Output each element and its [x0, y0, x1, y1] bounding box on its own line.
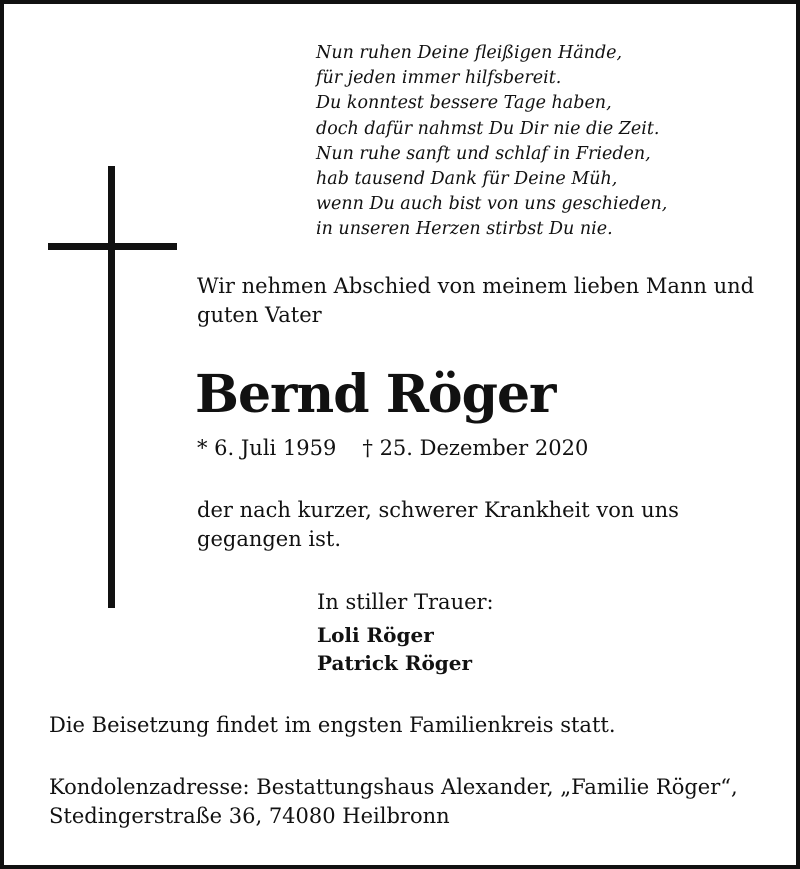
poem [316, 41, 756, 243]
birth-date: * 6. Juli 1959 [197, 436, 337, 460]
poem-line: Du konntest bessere Tage haben, [316, 93, 612, 114]
poem-line: in unseren Herzen stirbst Du nie. [316, 219, 613, 240]
poem-line: Nun ruhen Deine fleißigen Hände, [316, 43, 623, 63]
mourner-name: Loli Röger [317, 623, 434, 647]
mourner-name: Patrick Röger [317, 651, 473, 675]
intro-text: Wir nehmen Abschied von meinem lieben Mann und guten Vater [197, 274, 755, 327]
cross-horizontal-bar [48, 243, 177, 250]
burial-notice: Die Beisetzung findet im engsten Familienkreis statt. [49, 713, 616, 737]
deceased-name: Bernd Röger [195, 364, 556, 425]
mourners-list [317, 621, 472, 677]
address-line-1: Kondolenzadresse: Bestattungshaus Alexander, „Familie Röger“, [49, 775, 738, 799]
condolence-address [49, 773, 738, 831]
life-dates [197, 434, 588, 463]
mourning-label: In stiller Trauer: [317, 590, 494, 614]
poem-line: für jeden immer hilfsbereit. [316, 68, 562, 89]
address-line-2: Stedingerstraße 36, 74080 Heilbronn [49, 804, 450, 828]
poem-line: doch dafür nahmst Du Dir nie die Zeit. [316, 118, 660, 139]
poem-line: wenn Du auch bist von uns geschieden, [316, 194, 668, 215]
cross-vertical-bar [108, 166, 115, 608]
poem-line: hab tausend Dank für Deine Müh, [316, 169, 618, 190]
poem-line: Nun ruhe sanft und schlaf in Frieden, [316, 143, 651, 164]
description-text: der nach kurzer, schwerer Krankheit von uns gegangen ist. [197, 498, 679, 551]
death-date: † 25. Dezember 2020 [362, 436, 589, 460]
